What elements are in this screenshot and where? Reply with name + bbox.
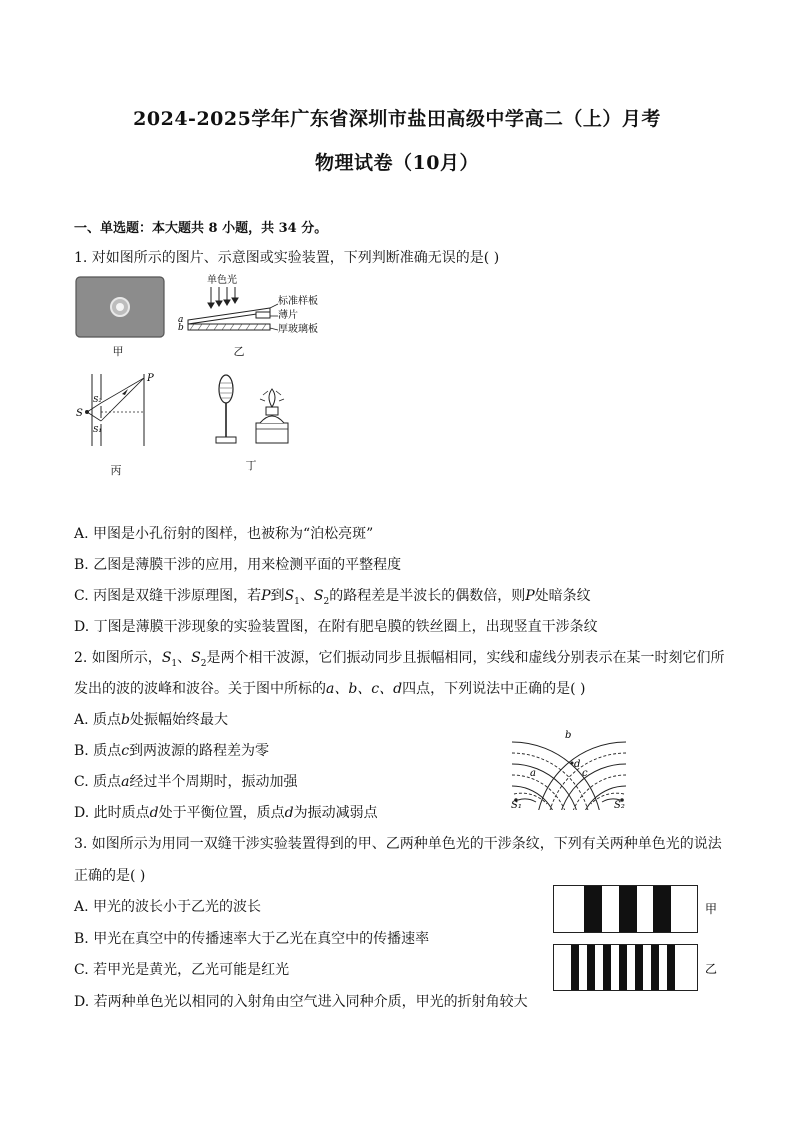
q3-option-d: D. 若两种单色光以相同的入射角由空气进入同种介质，甲光的折射角较大 [74, 994, 528, 1010]
q2-interference-diagram [510, 720, 630, 810]
fig-yi-label-standard: 标准样板 [278, 296, 318, 307]
exam-title: 2024-2025学年广东省深圳市盐田高级中学高二（上）月考 [133, 108, 661, 130]
fig-yi [178, 272, 328, 346]
fig-yi-caption: 乙 [233, 345, 245, 358]
q2-stem-line1: 2. 如图所示，$S_1$、$S_2$是两个相干波源，它们振动同步且振幅相同，实线和虚线分别表示在某一时刻它们所 [74, 650, 725, 669]
q2-option-d: D. 此时质点d处于平衡位置，质点d为振动减弱点 [74, 805, 378, 821]
fig-jia-caption: 甲 [112, 345, 124, 358]
q3-stem-line2: 正确的是( ) [74, 868, 146, 884]
exam-subtitle: 物理试卷（10月） [315, 152, 479, 174]
fig-ding-caption: 丁 [245, 459, 257, 472]
q3-option-a: A. 甲光的波长小于乙光的波长 [74, 899, 262, 915]
q2-stem-line2: 发出的波的波峰和波谷。关于图中所标的a、b、c、d四点，下列说法中正确的是( ) [74, 681, 586, 697]
q1-stem: 1. 对如图所示的图片、示意图或实验装置，下列判断准确无误的是( ) [74, 250, 500, 266]
fig-yi-label-glass: 厚玻璃板 [278, 324, 318, 335]
q3-option-b: B. 甲光在真空中的传播速率大于乙光在真空中的传播速率 [74, 931, 430, 947]
q2-label-c: c [582, 768, 588, 779]
q2-figure [510, 720, 630, 814]
fig-yi-label-sheet: 薄片 [278, 310, 298, 321]
fig-bing-label-s2: S₂ [93, 395, 102, 404]
q1-option-b: B. 乙图是薄膜干涉的应用，用来检测平面的平整程度 [74, 557, 402, 573]
fig-yi-label-a: a [178, 315, 184, 325]
q3-stem-line1: 3. 如图所示为用同一双缝干涉实验装置得到的甲、乙两种单色光的干涉条纹，下列有关两种单色光的说法 [74, 836, 722, 852]
q3-label-yi: 乙 [705, 962, 718, 976]
q2-option-a: A. 质点b处振幅始终最大 [74, 712, 228, 728]
q1-option-a: A. 甲图是小孔衍射的图样，也被称为“泊松亮斑” [74, 526, 374, 542]
q3-option-c: C. 若甲光是黄光，乙光可能是红光 [74, 962, 290, 978]
fig-ding [210, 373, 300, 452]
q2-option-c: C. 质点a经过半个周期时，振动加强 [74, 774, 298, 790]
fig-bing-label-s: S [76, 408, 83, 419]
q1-option-d: D. 丁图是薄膜干涉现象的实验装置图，在附有肥皂膜的铁丝圈上，出现竖直干涉条纹 [74, 619, 598, 635]
fig-yi-label-b: b [178, 323, 184, 333]
q2-label-b: b [565, 730, 572, 741]
fig-bing [74, 370, 164, 454]
q2-option-b: B. 质点c到两波源的路程差为零 [74, 743, 270, 759]
q2-label-d: d [574, 759, 581, 770]
section-heading: 一、单选题：本大题共 8 小题，共 34 分。 [74, 221, 328, 236]
q3-fringe-diagram [553, 885, 723, 995]
fig-bing-diagram [74, 370, 164, 450]
q1-option-c: C. 丙图是双缝干涉原理图，若P到$S_1$、$S_2$的路程差是半波长的偶数倍，则P处暗条纹 [74, 588, 591, 607]
fig-bing-label-p: P [147, 373, 154, 384]
q2-label-s2: S₂ [614, 800, 625, 810]
q2-label-s1: S₁ [511, 800, 522, 810]
fig-jia-image [75, 276, 165, 338]
fig-jia [75, 276, 165, 342]
fig-bing-label-s1: S₁ [93, 425, 102, 434]
q2-label-a: a [530, 768, 536, 779]
fig-yi-diagram [178, 272, 328, 342]
fig-yi-label-light: 单色光 [207, 275, 237, 286]
q3-label-jia: 甲 [705, 902, 718, 916]
q3-figure [553, 885, 723, 999]
fig-bing-caption: 丙 [110, 464, 122, 477]
fig-ding-apparatus [210, 373, 300, 448]
